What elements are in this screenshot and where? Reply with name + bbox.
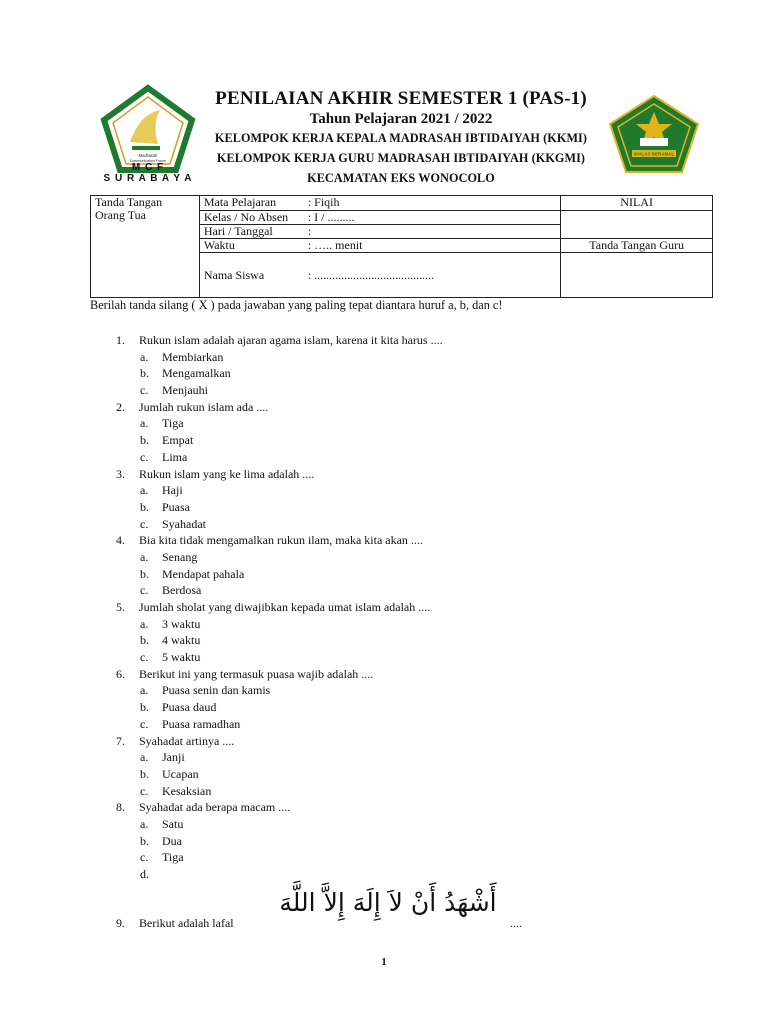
name-label: Nama Siswa xyxy=(203,267,265,282)
option-letter: c. xyxy=(140,716,149,731)
subject-label: Mata Pelajaran xyxy=(203,195,277,209)
kemenag-banner: IKHLAS BERAMAL xyxy=(633,151,675,157)
option-letter: a. xyxy=(140,483,149,498)
question-number: 8. xyxy=(116,800,125,815)
question-text: Rukun islam adalah ajaran agama islam, karena it kita harus .... xyxy=(139,333,443,347)
class-row xyxy=(199,211,560,225)
score-box[interactable] xyxy=(561,211,713,239)
exam-title: PENILAIAN AKHIR SEMESTER 1 (PAS-1) xyxy=(215,88,587,109)
option-letter: a. xyxy=(140,750,149,765)
question-number: 4. xyxy=(116,533,125,548)
option-letter: b. xyxy=(140,700,149,715)
teacher-signature-label: Tanda Tangan Guru xyxy=(589,238,684,252)
question-text: Syahadat ada berapa macam .... xyxy=(139,800,291,815)
option-letter: c. xyxy=(140,850,149,865)
option-letter: b. xyxy=(140,433,149,448)
question-text: Syahadat artinya .... xyxy=(139,733,235,748)
option-text: Kesaksian xyxy=(162,783,212,798)
option-text: Syahadat xyxy=(162,516,206,531)
teacher-signature-header xyxy=(561,239,713,253)
option-letter: b. xyxy=(140,566,149,581)
option-text: Haji xyxy=(162,483,183,498)
option-text: Puasa senin dan kamis xyxy=(162,683,271,698)
header-kkmi: KELOMPOK KERJA KEPALA MADRASAH IBTIDAIYAH (KKMI) xyxy=(214,131,588,145)
time-value: : ….. menit xyxy=(307,238,363,252)
option-text: Dua xyxy=(162,833,182,848)
option-text: Lima xyxy=(162,449,188,464)
question-text: Rukun islam yang ke lima adalah .... xyxy=(139,466,315,481)
question-number: 7. xyxy=(116,733,125,748)
page-number: 1 xyxy=(381,956,387,968)
teacher-signature-box[interactable] xyxy=(561,253,713,298)
question-text: Jumlah sholat yang diwajibkan kepada umat islam adalah .... xyxy=(139,600,431,614)
option-text: Puasa xyxy=(162,499,190,514)
header-district: KECAMATAN EKS WONOCOLO xyxy=(307,171,495,185)
option-letter: a. xyxy=(140,549,149,564)
svg-text:Communication Forum: Communication Forum xyxy=(129,159,167,163)
option-text: Puasa ramadhan xyxy=(162,716,241,731)
score-header xyxy=(561,196,713,211)
option-text: Menjauhi xyxy=(162,383,208,398)
option-text: Senang xyxy=(162,549,198,564)
mcf-logo xyxy=(100,84,196,188)
option-letter: a. xyxy=(140,416,149,431)
question-number: 6. xyxy=(116,666,125,681)
option-text: 3 waktu xyxy=(162,616,201,631)
question-text: Bia kita tidak mengamalkan rukun ilam, maka kita akan .... xyxy=(139,533,423,548)
option-letter: b. xyxy=(140,366,149,381)
subject-row xyxy=(199,196,560,211)
name-row xyxy=(199,253,560,298)
option-text: Tiga xyxy=(162,416,184,431)
class-label: Kelas / No Absen xyxy=(203,210,289,224)
mcf-inner-text: Madrasah xyxy=(138,153,158,158)
student-info-table xyxy=(90,195,713,298)
kemenag-logo xyxy=(606,94,702,176)
option-letter: c. xyxy=(140,516,149,531)
option-text: Berdosa xyxy=(162,583,202,598)
option-text: Puasa daud xyxy=(162,700,217,715)
exam-header xyxy=(196,88,606,188)
question-number: 1. xyxy=(116,333,125,347)
option-text: Membiarkan xyxy=(162,349,224,364)
option-letter: b. xyxy=(140,499,149,514)
name-value: : ........................................ xyxy=(307,267,435,282)
date-label: Hari / Tanggal xyxy=(203,224,273,238)
option-letter: c. xyxy=(140,650,149,665)
question-text: Berikut ini yang termasuk puasa wajib adalah .... xyxy=(139,666,374,681)
class-value: : I / ......... xyxy=(307,210,355,224)
mcf-city: S U R A B A Y A xyxy=(103,173,193,184)
subject-value: : Fiqih xyxy=(307,195,340,209)
question-text: Jumlah rukun islam ada .... xyxy=(139,399,269,414)
option-text: Empat xyxy=(162,433,194,448)
option-letter: b. xyxy=(140,833,149,848)
date-row xyxy=(199,225,560,239)
mcf-caption: M C F xyxy=(131,162,165,173)
option-text: 4 waktu xyxy=(162,633,201,648)
option-letter: b. xyxy=(140,633,149,648)
option-text: Tiga xyxy=(162,850,184,865)
header-kkgmi: KELOMPOK KERJA GURU MADRASAH IBTIDAIYAH (KKGMI) xyxy=(216,151,586,165)
instruction-text: Berilah tanda silang ( X ) pada jawaban yang paling tepat diantara huruf a, b, dan c! xyxy=(90,298,503,312)
option-letter: a. xyxy=(140,683,149,698)
parent-signature-cell xyxy=(91,196,200,298)
option-letter: a. xyxy=(140,616,149,631)
option-text: 5 waktu xyxy=(162,650,201,665)
option-letter: a. xyxy=(140,349,149,364)
option-letter: c. xyxy=(140,583,149,598)
option-letter: a. xyxy=(140,816,149,831)
question-number: 3. xyxy=(116,466,125,481)
option-text: Janji xyxy=(162,750,185,765)
date-value: : xyxy=(307,224,312,238)
option-text: Ucapan xyxy=(162,766,199,781)
parent-signature-label: Tanda Tangan Orang Tua xyxy=(95,195,163,222)
option-letter: c. xyxy=(140,383,149,398)
time-row xyxy=(199,239,560,253)
question-number: 2. xyxy=(116,399,125,414)
option-letter: c. xyxy=(140,449,149,464)
time-label: Waktu xyxy=(203,238,235,252)
question-number: 5. xyxy=(116,600,125,614)
question-number: 9. xyxy=(116,916,125,930)
option-letter: c. xyxy=(140,783,149,798)
question-text: Berikut adalah lafal xyxy=(139,916,234,930)
option-text: Mengamalkan xyxy=(162,366,231,381)
academic-year: Tahun Pelajaran 2021 / 2022 xyxy=(309,111,493,127)
arabic-calligraphy: أَشْهَدُ أَنْ لاَ إِلَهَ إِلاَّ اللَّهَ xyxy=(279,888,497,917)
score-label: NILAI xyxy=(620,195,653,209)
option-letter: d. xyxy=(140,867,149,881)
option-text: Satu xyxy=(162,816,184,831)
option-letter: b. xyxy=(140,766,149,781)
option-text: Mendapat pahala xyxy=(162,566,245,581)
answer-blank[interactable]: .... xyxy=(510,916,522,930)
